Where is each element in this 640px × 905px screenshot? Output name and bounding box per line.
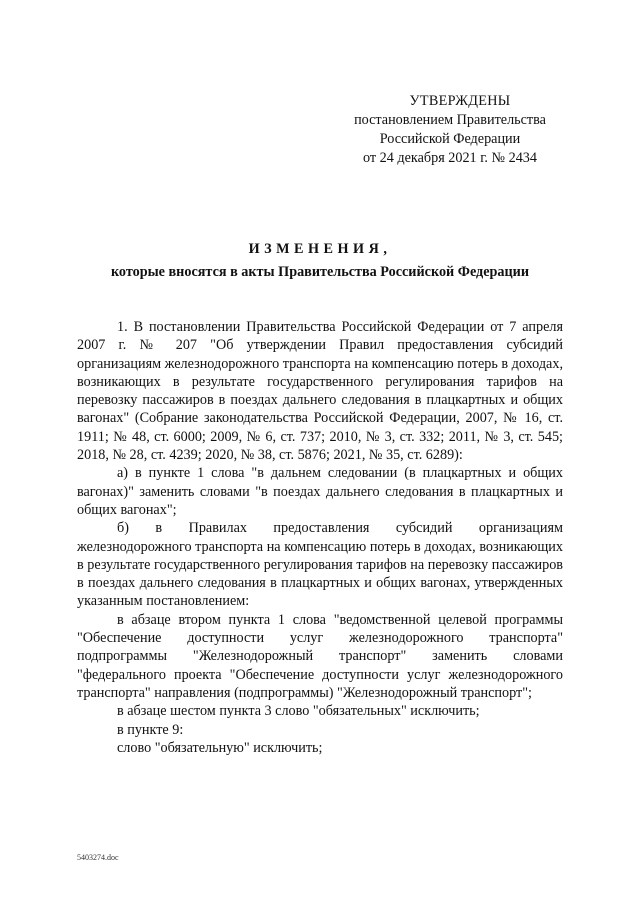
paragraph-b-2: в абзаце шестом пункта 3 слово "обязательных" исключить; xyxy=(117,703,480,720)
approval-line-1: постановлением Правительства xyxy=(354,112,546,128)
document-file-code: 5403274.doc xyxy=(77,853,119,862)
document-body xyxy=(77,318,563,757)
approval-line-3: от 24 декабря 2021 г. № 2434 xyxy=(363,150,537,166)
paragraph-b: б) в Правилах предоставления субсидий организациям железнодорожного транспорта на компенсацию потерь в доходах, возникающих в результате государственного регулирования тарифов на перевозку пассажиров в поездах дальнего следования в плацкартных и общих вагонах, утвержденных указанным постановлением: xyxy=(77,520,563,610)
paragraph-1: 1. В постановлении Правительства Российской Федерации от 7 апреля 2007 г. № 207 "Об утверждении Правил предоставления субсидий организациям железнодорожного транспорта на компенсацию потерь в доходах, возникающих в результате государственного регулирования тарифов на перевозку пассажиров в поездах дальнего следования в плацкартных и общих вагонах" (Собрание законодательства Российской Федерации, 2007, № 16, ст. 1911; № 48, ст. 6000; 2009, № 6, ст. 737; 2010, № 3, ст. 332; 2011, № 3, ст. 545; 2018, № 28, ст. 4239; 2020, № 38, ст. 5876; 2021, № 35, ст. 6289): xyxy=(77,319,563,464)
approval-block xyxy=(300,92,600,168)
paragraph-a: а) в пункте 1 слова "в дальнем следовании (в плацкартных и общих вагонах)" заменить словами "в поездах дальнего следования в плацкартных и общих вагонах"; xyxy=(77,465,563,518)
document-subtitle: которые вносятся в акты Правительства Российской Федерации xyxy=(110,264,530,280)
approval-title: УТВЕРЖДЕНЫ xyxy=(409,93,511,109)
paragraph-b-4: слово "обязательную" исключить; xyxy=(117,739,323,756)
paragraph-b-3: в пункте 9: xyxy=(117,721,184,738)
approval-line-2: Российской Федерации xyxy=(379,131,521,147)
document-title: ИЗМЕНЕНИЯ, xyxy=(248,241,392,257)
paragraph-b-1: в абзаце втором пункта 1 слова "ведомственной целевой программы "Обеспечение доступности услуг железнодорожного транспорта" подпрограммы "Железнодорожный транспорт" заменить словами "федерального проекта "Обеспечение доступности услуг железнодорожного транспорта" направления (подпрограммы) "Железнодорожный транспорт"; xyxy=(77,611,563,701)
